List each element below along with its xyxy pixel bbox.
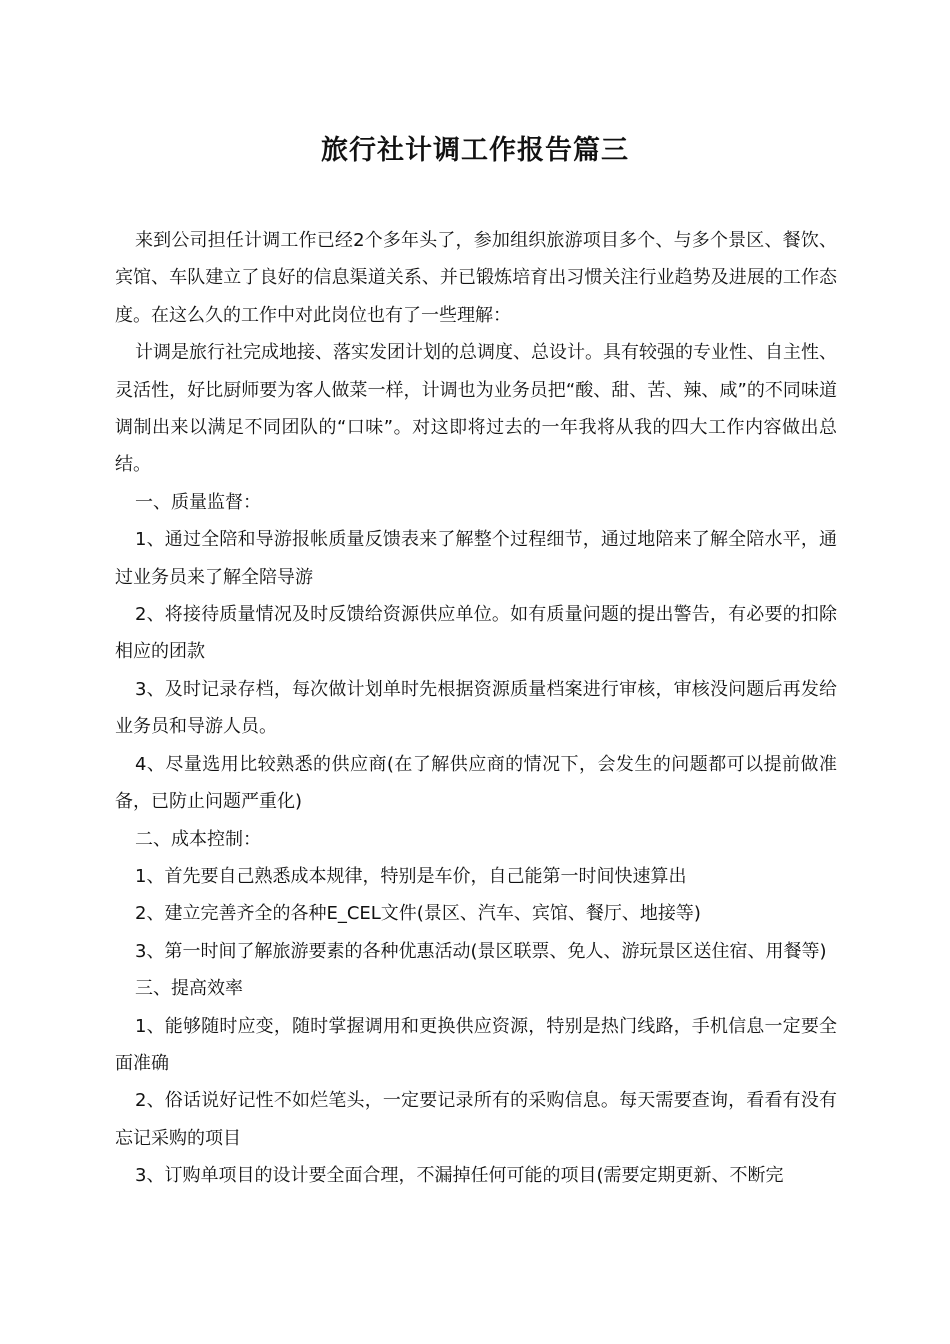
document-title: 旅行社计调工作报告篇三	[321, 135, 629, 166]
paragraph-intro: 来到公司担任计调工作已经2个多年头了，参加组织旅游项目多个、与多个景区、餐饮、宾馆、车队建立了良好的信息渠道关系、并已锻炼培育出习惯关注行业趋势及进展的工作态度。在这么久的工作中对此岗位也有了一些理解：	[115, 230, 837, 326]
list-item: 3、第一时间了解旅游要素的各种优惠活动(景区联票、免人、游玩景区送住宿、用餐等)	[135, 940, 827, 962]
list-item: 1、能够随时应变，随时掌握调用和更换供应资源，特别是热门线路，手机信息一定要全面准确	[115, 1015, 837, 1074]
list-item: 4、尽量选用比较熟悉的供应商(在了解供应商的情况下，会发生的问题都可以提前做准备，已防止问题严重化)	[115, 753, 837, 813]
document-body	[115, 222, 837, 1195]
list-item: 2、俗话说好记性不如烂笔头，一定要记录所有的采购信息。每天需要查询，看看有没有忘记采购的项目	[115, 1090, 837, 1149]
list-item: 3、订购单项目的设计要全面合理，不漏掉任何可能的项目(需要定期更新、不断完	[135, 1165, 784, 1187]
list-item: 2、建立完善齐全的各种E_CEL文件(景区、汽车、宾馆、餐厅、地接等)	[135, 903, 701, 925]
section-heading-quality: 一、质量监督：	[135, 491, 261, 513]
list-item: 1、通过全陪和导游报帐质量反馈表来了解整个过程细节，通过地陪来了解全陪水平，通过业务员来了解全陪导游	[115, 529, 837, 588]
list-item: 1、首先要自己熟悉成本规律，特别是车价，自己能第一时间快速算出	[135, 865, 687, 887]
section-heading-cost: 二、成本控制：	[135, 828, 261, 850]
list-item: 3、及时记录存档，每次做计划单时先根据资源质量档案进行审核，审核没问题后再发给业务员和导游人员。	[115, 678, 837, 738]
list-item: 2、将接待质量情况及时反馈给资源供应单位。如有质量问题的提出警告，有必要的扣除相应的团款	[115, 604, 837, 663]
section-heading-efficiency: 三、提高效率	[135, 978, 243, 1000]
paragraph-role-definition: 计调是旅行社完成地接、落实发团计划的总调度、总设计。具有较强的专业性、自主性、灵活性，好比厨师要为客人做菜一样，计调也为业务员把“酸、甜、苦、辣、咸”的不同味道调制出来以满足不同团队的“口味”。对这即将过去的一年我将从我的四大工作内容做出总结。	[115, 342, 837, 476]
